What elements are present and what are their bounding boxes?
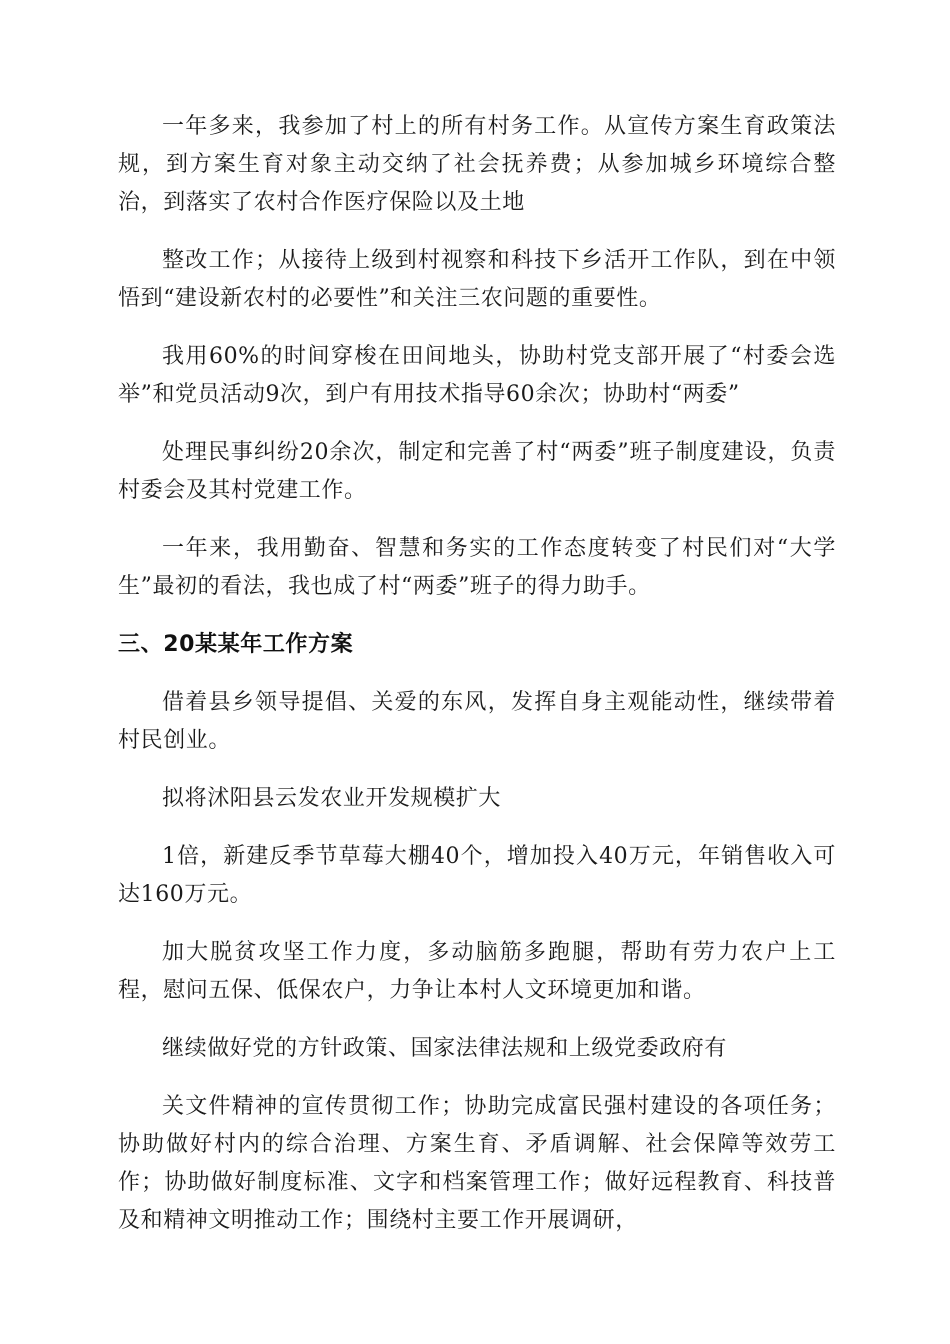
paragraph: 我用60%的时间穿梭在田间地头，协助村党支部开展了“村委会选举”和党员活动9次，到户有用技术指导60余次；协助村“两委”	[118, 344, 836, 407]
section-heading: 三、20某某年工作方案	[118, 632, 354, 657]
document-body	[118, 108, 836, 1260]
paragraph: 处理民事纠纷20余次，制定和完善了村“两委”班子制度建设，负责村委会及其村党建工作。	[118, 440, 836, 503]
paragraph: 一年多来，我参加了村上的所有村务工作。从宣传方案生育政策法规，到方案生育对象主动交纳了社会抚养费；从参加城乡环境综合整治，到落实了农村合作医疗保险以及土地	[118, 114, 836, 215]
paragraph: 整改工作；从接待上级到村视察和科技下乡活开工作队，到在中领悟到“建设新农村的必要性”和关注三农问题的重要性。	[118, 248, 836, 311]
paragraph: 关文件精神的宣传贯彻工作；协助完成富民强村建设的各项任务；协助做好村内的综合治理、方案生育、矛盾调解、社会保障等效劳工作；协助做好制度标准、文字和档案管理工作；做好远程教育、科技普及和精神文明推动工作；围绕村主要工作开展调研，	[118, 1094, 836, 1233]
paragraph: 借着县乡领导提倡、关爱的东风，发挥自身主观能动性，继续带着村民创业。	[118, 690, 836, 753]
paragraph: 继续做好党的方针政策、国家法律法规和上级党委政府有	[162, 1036, 728, 1061]
paragraph: 一年来，我用勤奋、智慧和务实的工作态度转变了村民们对“大学生”最初的看法，我也成了村“两委”班子的得力助手。	[118, 536, 836, 599]
paragraph: 拟将沭阳县云发农业开发规模扩大	[162, 786, 502, 811]
paragraph: 1倍，新建反季节草莓大棚40个，增加投入40万元，年销售收入可达160万元。	[118, 844, 836, 907]
paragraph: 加大脱贫攻坚工作力度，多动脑筋多跑腿，帮助有劳力农户上工程，慰问五保、低保农户，力争让本村人文环境更加和谐。	[118, 940, 836, 1003]
